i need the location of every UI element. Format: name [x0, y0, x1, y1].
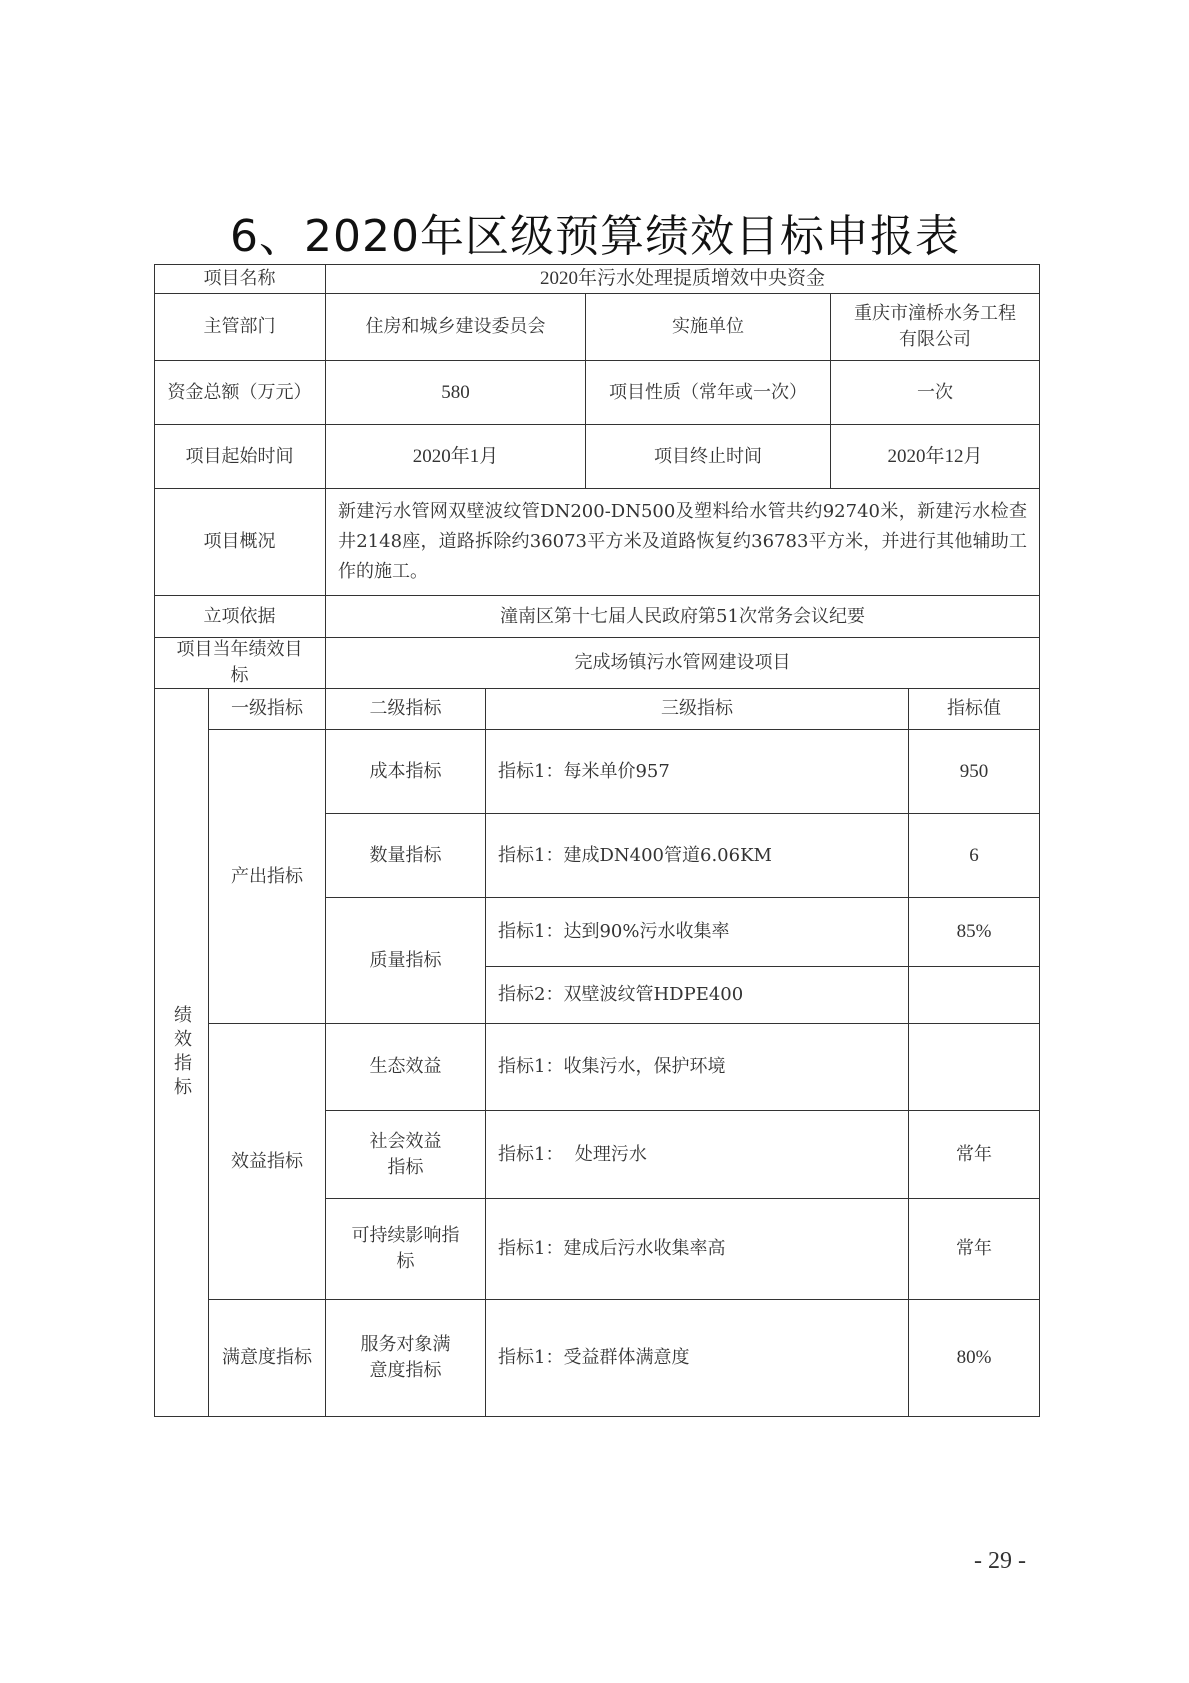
- quality-indicator-label: 质量指标: [326, 898, 486, 1024]
- eco-benefit-label: 生态效益: [326, 1024, 486, 1111]
- basis-value: 潼南区第十七届人民政府第51次常务会议纪要: [326, 596, 1040, 638]
- header-level3: 三级指标: [486, 689, 909, 730]
- start-label: 项目起始时间: [154, 425, 326, 489]
- end-label: 项目终止时间: [586, 425, 831, 489]
- satisfaction-indicators-label: 满意度指标: [209, 1300, 326, 1417]
- eco-benefit-value: [909, 1024, 1040, 1111]
- page-number: - 29 -: [974, 1548, 1026, 1574]
- start-value: 2020年1月: [326, 425, 586, 489]
- impl-unit-value: 重庆市潼桥水务工程有限公司: [831, 294, 1040, 361]
- quantity-indicator-label: 数量指标: [326, 814, 486, 898]
- quantity-indicator-value: 6: [909, 814, 1040, 898]
- performance-target-table: [154, 264, 1040, 1417]
- nature-label: 项目性质（常年或一次）: [586, 361, 831, 425]
- dept-value: 住房和城乡建设委员会: [326, 294, 586, 361]
- quality-indicator-item-2: 指标2：双壁波纹管HDPE400: [486, 967, 909, 1024]
- quantity-indicator-item: 指标1：建成DN400管道6.06KM: [486, 814, 909, 898]
- overview-value: 新建污水管网双壁波纹管DN200-DN500及塑料给水管共约92740米，新建污水检查井2148座，道路拆除约36073平方米及道路恢复约36783平方米，并进行其他辅助工作的施工。: [326, 489, 1040, 596]
- service-satisfaction-label: 服务对象满意度指标: [326, 1300, 486, 1417]
- sustain-benefit-value: 常年: [909, 1199, 1040, 1300]
- benefit-indicators-label: 效益指标: [209, 1024, 326, 1300]
- dept-label: 主管部门: [154, 294, 326, 361]
- quality-indicator-item-1: 指标1：达到90%污水收集率: [486, 898, 909, 967]
- funds-label: 资金总额（万元）: [154, 361, 326, 425]
- end-value: 2020年12月: [831, 425, 1040, 489]
- service-satisfaction-value: 80%: [909, 1300, 1040, 1417]
- social-benefit-item: 指标1： 处理污水: [486, 1111, 909, 1199]
- quality-indicator-value-1: 85%: [909, 898, 1040, 967]
- social-benefit-value: 常年: [909, 1111, 1040, 1199]
- overview-label: 项目概况: [154, 489, 326, 596]
- goal-value: 完成场镇污水管网建设项目: [326, 638, 1040, 689]
- eco-benefit-item: 指标1：收集污水，保护环境: [486, 1024, 909, 1111]
- social-benefit-label: 社会效益指标: [326, 1111, 486, 1199]
- cost-indicator-label: 成本指标: [326, 730, 486, 814]
- output-indicators-label: 产出指标: [209, 730, 326, 1024]
- project-name-value: 2020年污水处理提质增效中央资金: [326, 264, 1040, 294]
- cost-indicator-item: 指标1：每米单价957: [486, 730, 909, 814]
- funds-value: 580: [326, 361, 586, 425]
- service-satisfaction-item: 指标1：受益群体满意度: [486, 1300, 909, 1417]
- header-level1: 一级指标: [209, 689, 326, 730]
- goal-label: 项目当年绩效目标: [154, 638, 326, 689]
- basis-label: 立项依据: [154, 596, 326, 638]
- cost-indicator-value: 950: [909, 730, 1040, 814]
- header-level2: 二级指标: [326, 689, 486, 730]
- indicators-group-label: [154, 689, 209, 1417]
- impl-unit-label: 实施单位: [586, 294, 831, 361]
- indicators-group-text: 绩效指标: [171, 1004, 192, 1101]
- nature-value: 一次: [831, 361, 1040, 425]
- project-name-label: 项目名称: [154, 264, 326, 294]
- sustain-benefit-label: 可持续影响指标: [326, 1199, 486, 1300]
- header-value: 指标值: [909, 689, 1040, 730]
- sustain-benefit-item: 指标1：建成后污水收集率高: [486, 1199, 909, 1300]
- page-title: 6、2020年区级预算绩效目标申报表: [230, 211, 960, 262]
- quality-indicator-value-2: [909, 967, 1040, 1024]
